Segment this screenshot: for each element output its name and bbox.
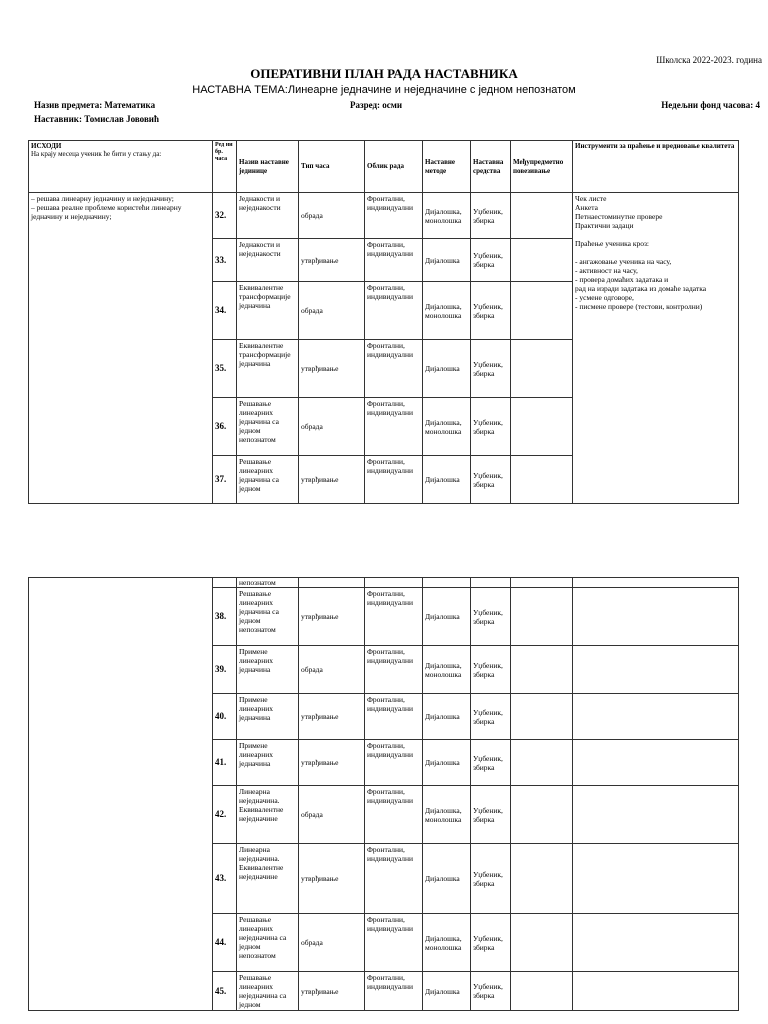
interdisciplinary-link (511, 193, 573, 239)
teaching-means: Уџбеник, збирка (471, 239, 511, 282)
table-cell (573, 578, 739, 588)
lesson-number: 45. (213, 972, 237, 1011)
teaching-method: Дијалошка (423, 972, 471, 1011)
teaching-method: Дијалошка (423, 456, 471, 504)
table-cell (471, 578, 511, 588)
plan-table-page-1 (28, 140, 739, 504)
lesson-type: утврђивање (299, 588, 365, 646)
header-method: Наставне методе (423, 141, 471, 193)
teaching-means: Уџбеник, збирка (471, 282, 511, 340)
teaching-means: Уџбеник, збирка (471, 786, 511, 844)
interdisciplinary-link (511, 588, 573, 646)
header-instruments: Инструменти за праћење и вредновање квалитета (573, 141, 739, 193)
lesson-unit: Решавање линеарних једначина са једном непознатом (237, 588, 299, 646)
lesson-number: 42. (213, 786, 237, 844)
work-form: Фронтални, индивидуални (365, 193, 423, 239)
teaching-topic: НАСТАВНА ТЕМА:Линеарне једначине и неједначине с једном непознатом (192, 84, 576, 96)
lesson-number: 35. (213, 340, 237, 398)
teaching-method: Дијалошка, монолошка (423, 282, 471, 340)
lesson-unit: Примене линеарних једначина (237, 694, 299, 740)
teaching-method: Дијалошка (423, 239, 471, 282)
lesson-type: утврђивање (299, 972, 365, 1011)
lesson-unit: Решавање линеарних неједначина са једном (237, 972, 299, 1011)
header-means: Наставна средства (471, 141, 511, 193)
lesson-number: 44. (213, 914, 237, 972)
school-year: Школска 2022-2023. година (656, 55, 762, 65)
interdisciplinary-link (511, 972, 573, 1011)
quality-instruments-empty (573, 646, 739, 694)
lesson-unit: Примене линеарних једначина (237, 740, 299, 786)
work-form: Фронтални, индивидуални (365, 340, 423, 398)
lesson-number: 41. (213, 740, 237, 786)
quality-instruments-empty (573, 740, 739, 786)
teaching-means: Уџбеник, збирка (471, 694, 511, 740)
work-form: Фронтални, индивидуални (365, 694, 423, 740)
interdisciplinary-link (511, 398, 573, 456)
lesson-unit: Решавање линеарних једначина са једном (237, 456, 299, 504)
lesson-type: обрада (299, 914, 365, 972)
quality-instruments-empty (573, 972, 739, 1011)
teaching-method: Дијалошка, монолошка (423, 786, 471, 844)
lesson-number: 39. (213, 646, 237, 694)
teaching-means: Уџбеник, збирка (471, 972, 511, 1011)
lesson-unit: Еквивалентне трансформације једначина (237, 282, 299, 340)
work-form: Фронтални, индивидуални (365, 646, 423, 694)
teaching-method: Дијалошка (423, 740, 471, 786)
teaching-means: Уџбеник, збирка (471, 646, 511, 694)
learning-outcomes: – решава линеарну једначину и неједначину; – решава реалне проблеме користећи линеарну једначину и неједначину; (29, 193, 213, 504)
lesson-type: утврђивање (299, 694, 365, 740)
lesson-type: утврђивање (299, 340, 365, 398)
interdisciplinary-link (511, 646, 573, 694)
work-form: Фронтални, индивидуални (365, 740, 423, 786)
lesson-number: 37. (213, 456, 237, 504)
teaching-method: Дијалошка, монолошка (423, 193, 471, 239)
lesson-unit: Решавање линеарних једначина са једном непознатом (237, 398, 299, 456)
teaching-method: Дијалошка, монолошка (423, 914, 471, 972)
table-cell (365, 578, 423, 588)
lesson-type: утврђивање (299, 844, 365, 914)
header-form: Облик рада (365, 141, 423, 193)
lesson-unit: Једнакости и неједнакости (237, 193, 299, 239)
table-cell (511, 578, 573, 588)
teaching-method: Дијалошка (423, 694, 471, 740)
interdisciplinary-link (511, 456, 573, 504)
lesson-unit: Еквивалентне трансформације једначина (237, 340, 299, 398)
interdisciplinary-link (511, 914, 573, 972)
lesson-type: обрада (299, 282, 365, 340)
table-cell (299, 578, 365, 588)
teaching-means: Уџбеник, збирка (471, 914, 511, 972)
lesson-type: обрада (299, 193, 365, 239)
interdisciplinary-link (511, 786, 573, 844)
quality-instruments: Чек листе Анкета Петнаестоминутне провере Практични задаци Праћење ученика кроз: - ангажовање ученика на часу, - активност на часу, - провера домаћих задатака и рад на изради задатака из домаће задатка - усмене одговоре, - писмене провере (тестови, контролни) (573, 193, 739, 504)
teaching-means: Уџбеник, збирка (471, 193, 511, 239)
quality-instruments-empty (573, 914, 739, 972)
teaching-method: Дијалошка, монолошка (423, 646, 471, 694)
header-num: Ред ни бр. часа (213, 141, 237, 193)
work-form: Фронтални, индивидуални (365, 239, 423, 282)
lesson-unit: Линеарна неједначина. Еквивалентне неједначине (237, 844, 299, 914)
lesson-number: 38. (213, 588, 237, 646)
weekly-fund: Недељни фонд часова: 4 (661, 100, 760, 110)
teaching-means: Уџбеник, збирка (471, 340, 511, 398)
teacher-name: Наставник: Томислав Јововић (34, 114, 159, 124)
lesson-number: 43. (213, 844, 237, 914)
lesson-number: 34. (213, 282, 237, 340)
table-row (29, 578, 739, 588)
teaching-means: Уџбеник, збирка (471, 398, 511, 456)
lesson-unit: Примене линеарних једначина (237, 646, 299, 694)
teaching-method: Дијалошка (423, 588, 471, 646)
work-form: Фронтални, индивидуални (365, 398, 423, 456)
lesson-type: обрада (299, 398, 365, 456)
lesson-type: утврђивање (299, 456, 365, 504)
interdisciplinary-link (511, 239, 573, 282)
interdisciplinary-link (511, 740, 573, 786)
header-outcomes: ИСХОДИ На крају месеца ученик ће бити у стању да: (29, 141, 213, 193)
lesson-type: утврђивање (299, 740, 365, 786)
teaching-means: Уџбеник, збирка (471, 844, 511, 914)
lesson-number: 33. (213, 239, 237, 282)
teaching-means: Уџбеник, збирка (471, 740, 511, 786)
work-form: Фронтални, индивидуални (365, 588, 423, 646)
subject-name: Назив предмета: Математика (34, 100, 156, 110)
header-unit: Назив наставне јединице (237, 141, 299, 193)
work-form: Фронтални, индивидуални (365, 914, 423, 972)
grade: Разред: осми (350, 100, 403, 110)
lesson-number: 36. (213, 398, 237, 456)
lesson-number (213, 578, 237, 588)
teaching-method: Дијалошка (423, 340, 471, 398)
lesson-type: обрада (299, 786, 365, 844)
lesson-type: утврђивање (299, 239, 365, 282)
table-cell (423, 578, 471, 588)
interdisciplinary-link (511, 340, 573, 398)
table-row (29, 193, 739, 239)
lesson-unit-continued: непознатом (237, 578, 299, 588)
teaching-method: Дијалошка, монолошка (423, 398, 471, 456)
lesson-number: 40. (213, 694, 237, 740)
header-type: Тип часа (299, 141, 365, 193)
teaching-means: Уџбеник, збирка (471, 588, 511, 646)
lesson-unit: Решавање линеарних неједначина са једном непознатом (237, 914, 299, 972)
document-title: ОПЕРАТИВНИ ПЛАН РАДА НАСТАВНИКА (250, 66, 518, 81)
quality-instruments-empty (573, 786, 739, 844)
quality-instruments-empty (573, 588, 739, 646)
work-form: Фронтални, индивидуални (365, 282, 423, 340)
work-form: Фронтални, индивидуални (365, 456, 423, 504)
work-form: Фронтални, индивидуални (365, 972, 423, 1011)
work-form: Фронтални, индивидуални (365, 844, 423, 914)
quality-instruments-empty (573, 844, 739, 914)
teaching-means: Уџбеник, збирка (471, 456, 511, 504)
interdisciplinary-link (511, 844, 573, 914)
teaching-method: Дијалошка (423, 844, 471, 914)
learning-outcomes-empty (29, 578, 213, 1011)
lesson-number: 32. (213, 193, 237, 239)
lesson-unit: Линеарна неједначина. Еквивалентне неједначине (237, 786, 299, 844)
header-inter: Међупредметно повезивање (511, 141, 573, 193)
lesson-unit: Једнакости и неједнакости (237, 239, 299, 282)
interdisciplinary-link (511, 282, 573, 340)
plan-table-page-2 (28, 577, 739, 1011)
work-form: Фронтални, индивидуални (365, 786, 423, 844)
interdisciplinary-link (511, 694, 573, 740)
quality-instruments-empty (573, 694, 739, 740)
lesson-type: обрада (299, 646, 365, 694)
